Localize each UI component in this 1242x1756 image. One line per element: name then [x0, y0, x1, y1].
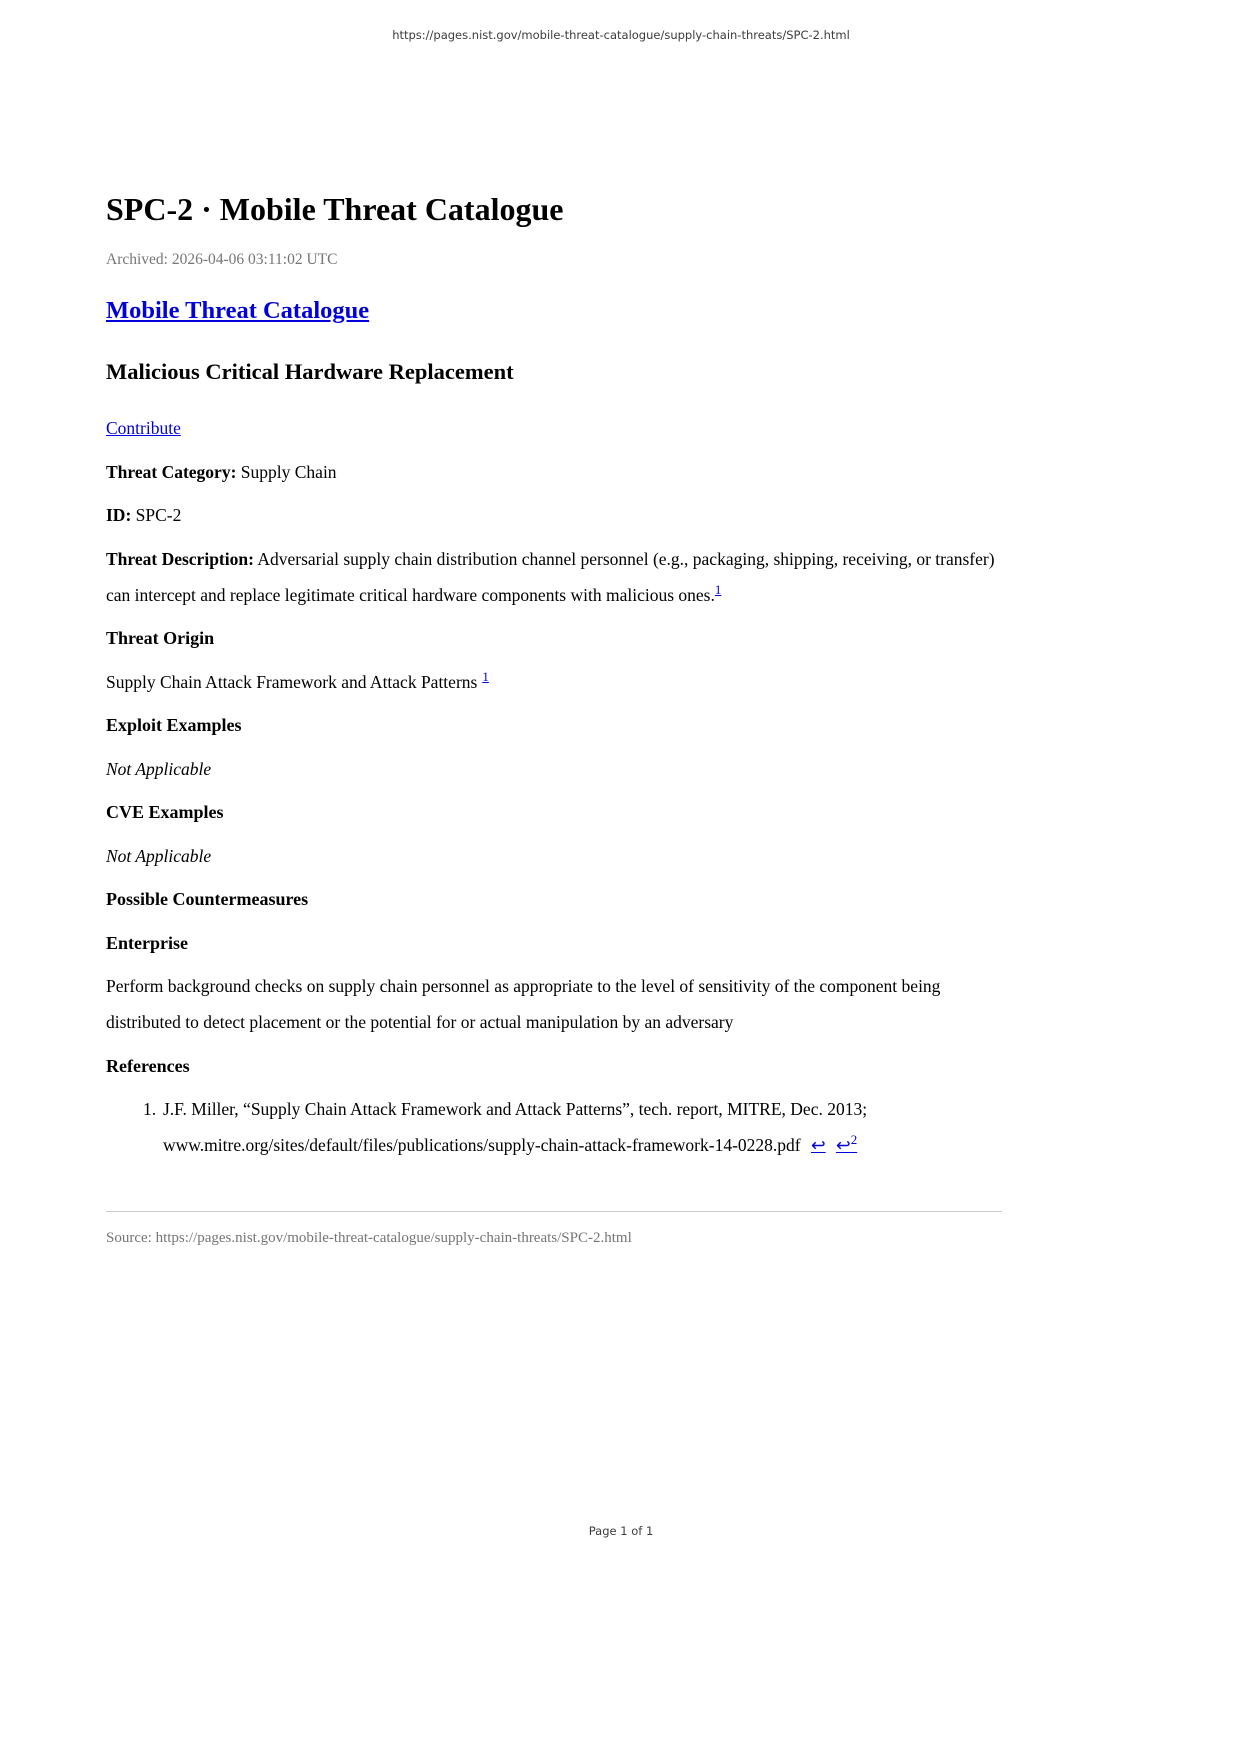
- threat-category-value: Supply Chain: [240, 461, 337, 482]
- footnote-back-link-1[interactable]: ↩: [810, 1135, 826, 1155]
- reference-text: J.F. Miller, “Supply Chain Attack Framework and Attack Patterns”, tech. report, MITRE, Dec. 2013; www.mitre.org/sites/default/files/publications/supply-chain-attack-framework-14-0228.pdf: [163, 1099, 868, 1155]
- cve-examples-value: Not Applicable: [106, 845, 212, 866]
- threat-category-row: [106, 454, 1002, 490]
- print-header-url: https://pages.nist.gov/mobile-threat-catalogue/supply-chain-threats/SPC-2.html: [392, 28, 850, 42]
- enterprise-heading: Enterprise: [106, 932, 188, 953]
- cve-examples-heading: CVE Examples: [106, 802, 224, 822]
- threat-description-label: Threat Description:: [106, 548, 254, 569]
- countermeasures-heading: Possible Countermeasures: [106, 889, 309, 909]
- footer-divider: [106, 1211, 1002, 1212]
- references-list: [106, 1091, 1002, 1163]
- page-title: SPC-2 · Mobile Threat Catalogue: [106, 191, 564, 227]
- references-heading: References: [106, 1055, 190, 1076]
- archived-timestamp: Archived: 2026-04-06 03:11:02 UTC: [106, 251, 338, 268]
- id-label: ID:: [106, 505, 132, 525]
- page-number: Page 1 of 1: [588, 1524, 654, 1538]
- source-line: Source: https://pages.nist.gov/mobile-threat-catalogue/supply-chain-threats/SPC-2.html: [106, 1230, 632, 1246]
- threat-description-text: Adversarial supply chain distribution channel personnel (e.g., packaging, shipping, receiving, or transfer) can intercept and replace legitimate critical hardware components with malicious ones.: [106, 548, 995, 605]
- footnote-link-2[interactable]: 1: [482, 668, 489, 684]
- document-content: [106, 190, 1002, 1263]
- threat-origin-text: Supply Chain Attack Framework and Attack Patterns: [106, 671, 478, 692]
- exploit-examples-value: Not Applicable: [106, 758, 212, 779]
- reference-number: 1.: [143, 1099, 157, 1119]
- threat-description: [106, 541, 1002, 613]
- threat-origin-heading: Threat Origin: [106, 628, 215, 648]
- footnote-back-link-2-superscript: 2: [850, 1132, 858, 1148]
- contribute-link[interactable]: Contribute: [106, 418, 181, 438]
- catalogue-heading: [106, 296, 1002, 326]
- id-row: [106, 497, 1002, 533]
- enterprise-text: Perform background checks on supply chain personnel as appropriate to the level of sensitivity of the component being distributed to detect placement or the potential for or actual manipulation by an adversary: [106, 976, 941, 1032]
- id-value: SPC-2: [135, 505, 182, 525]
- contribute-row: [106, 410, 1002, 446]
- threat-origin-text-row: [106, 664, 1002, 700]
- catalogue-link[interactable]: Mobile Threat Catalogue: [106, 297, 370, 324]
- threat-title: Malicious Critical Hardware Replacement: [106, 359, 514, 384]
- threat-category-label: Threat Category:: [106, 461, 237, 482]
- exploit-examples-heading: Exploit Examples: [106, 715, 242, 735]
- reference-item: [106, 1091, 1002, 1163]
- footnote-link-1[interactable]: 1: [714, 581, 722, 597]
- footnote-back-link-2[interactable]: ↩$^2$: [836, 1132, 858, 1155]
